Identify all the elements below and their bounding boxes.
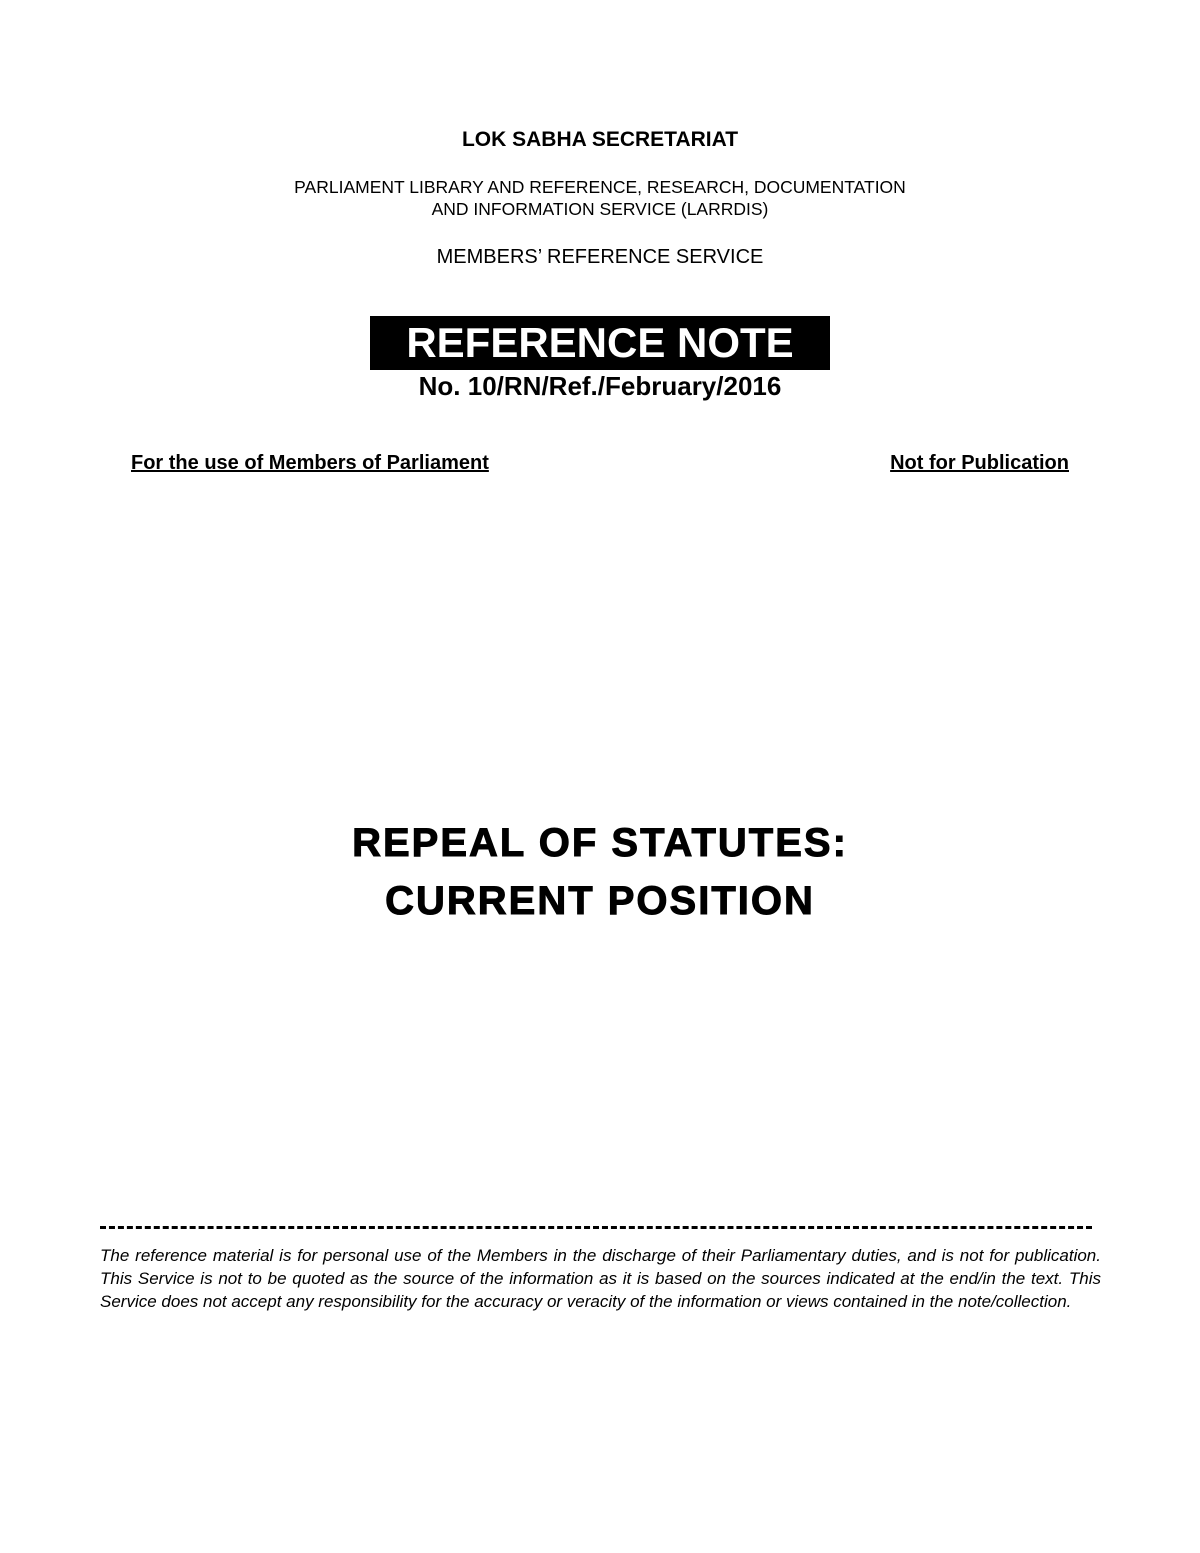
document-title-line-1: REPEAL OF STATUTES: (352, 821, 848, 865)
division-name (0, 176, 1200, 220)
reference-note-label: REFERENCE NOTE (370, 316, 830, 370)
service-name: MEMBERS’ REFERENCE SERVICE (436, 246, 764, 268)
division-line-2: AND INFORMATION SERVICE (LARRDIS) (431, 199, 769, 219)
document-title-line-2: CURRENT POSITION (385, 879, 815, 923)
division-line-1: PARLIAMENT LIBRARY AND REFERENCE, RESEARCH, DOCUMENTATION (294, 177, 906, 197)
disclaimer-text: The reference material is for personal use of the Members in the discharge of their Parliamentary duties, and is not for publication. This Service is not to be quoted as the source of the information as it is based on the sources indicated at the end/in the text. This Service does not accept any responsibility for the accuracy or veracity of the information or views contained in the note/collection. (100, 1246, 1101, 1311)
organization-heading: LOK SABHA SECRETARIAT (461, 128, 739, 151)
usage-marking: For the use of Members of Parliament (131, 452, 489, 474)
reference-note-number: No. 10/RN/Ref./February/2016 (418, 371, 782, 401)
footer-divider (100, 1226, 1092, 1229)
publication-marking: Not for Publication (890, 452, 1069, 474)
